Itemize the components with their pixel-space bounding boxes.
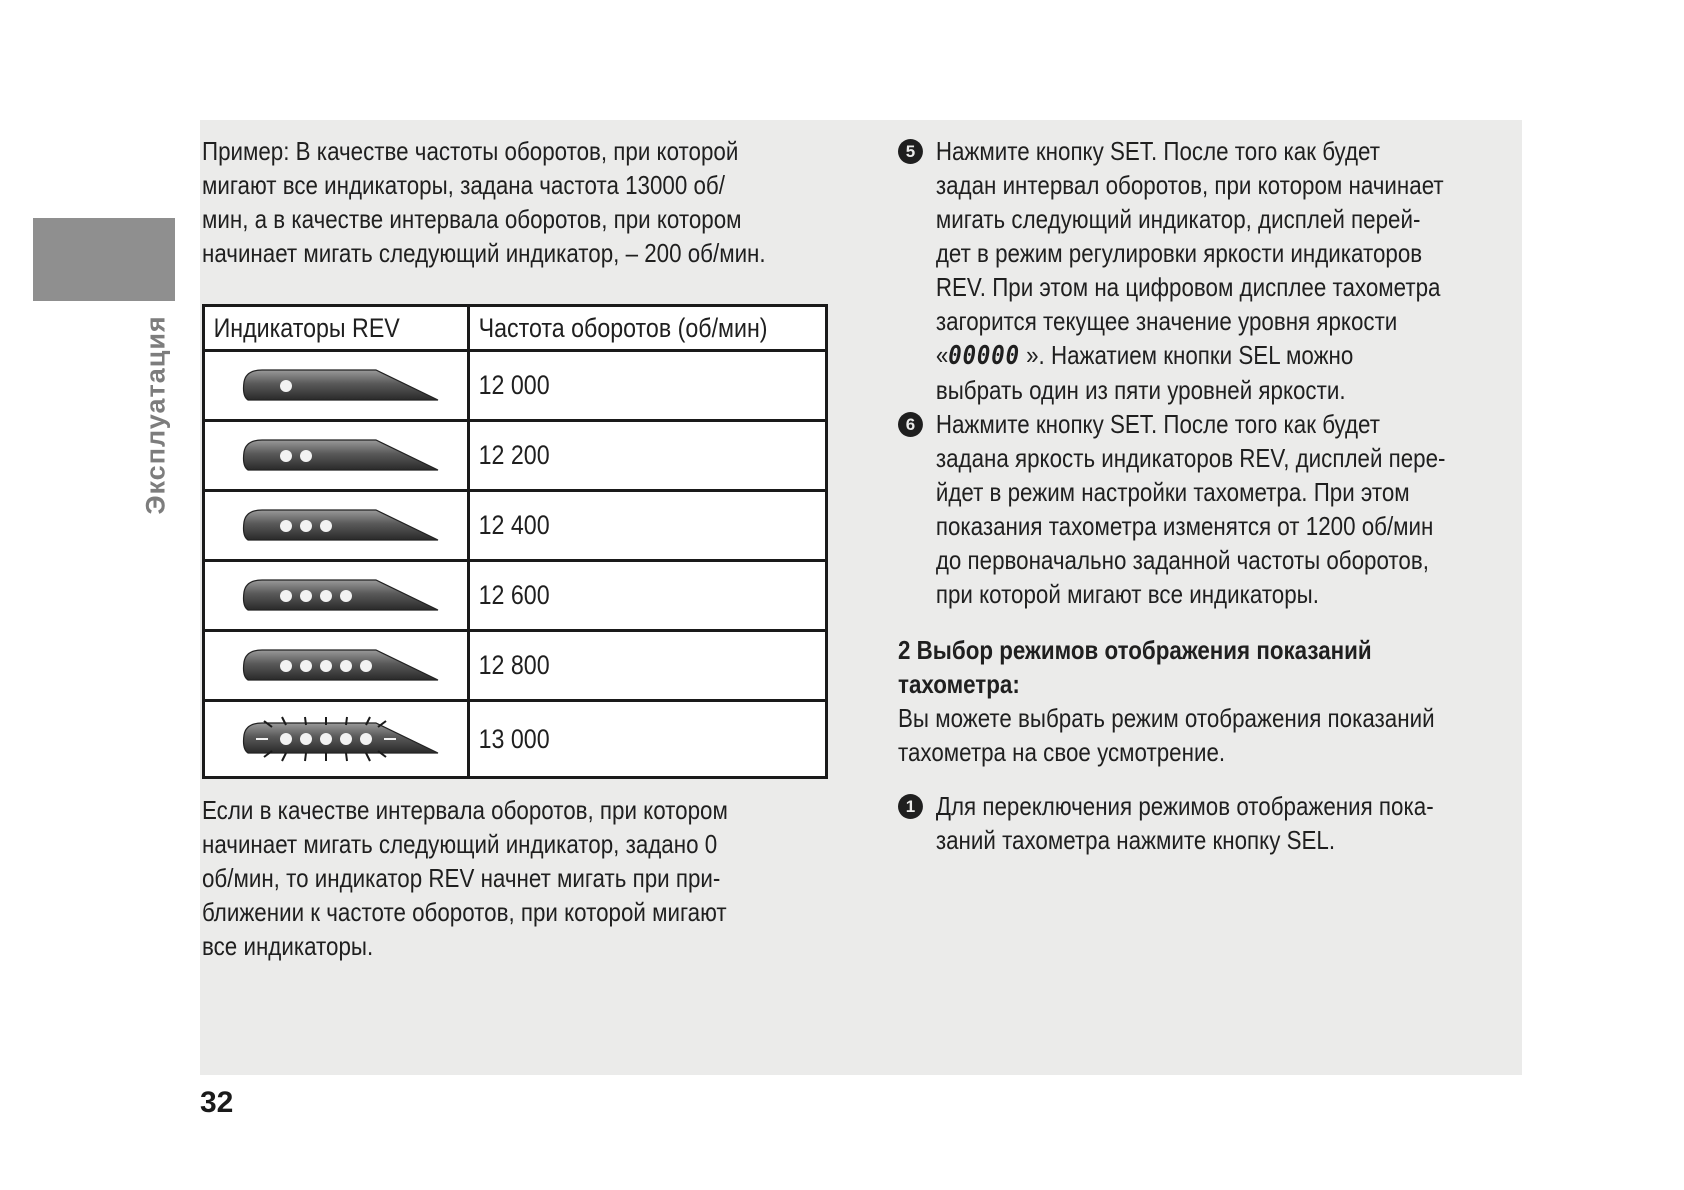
led-lit — [300, 733, 312, 745]
rev-indicator-table — [202, 304, 828, 779]
section-tab — [33, 218, 175, 301]
body-line: Вы можете выбрать режим отображения показаний — [898, 703, 1435, 733]
flash-ray — [366, 753, 370, 761]
led-lit — [300, 590, 312, 602]
step-line: показания тахометра изменятся от 1200 об/мин — [935, 511, 1434, 541]
rev-indicator-cell — [204, 351, 469, 421]
rev-indicator-cell — [204, 491, 469, 561]
section-2-body — [898, 701, 1534, 769]
step-line: при которой мигают все индикаторы. — [935, 579, 1319, 609]
flash-ray — [305, 753, 306, 761]
rev-indicator-graphic — [226, 496, 446, 556]
step-line: Нажмите кнопку SET. После того как будет — [935, 409, 1380, 439]
body-line: тахометра на свое усмотрение. — [898, 737, 1226, 767]
step-6 — [898, 407, 1534, 611]
paragraph-line: все индикаторы. — [202, 931, 374, 961]
led-lit — [340, 733, 352, 745]
rev-indicator-graphic — [226, 636, 446, 696]
heading-line: тахометра: — [898, 669, 1020, 699]
flash-ray — [282, 753, 286, 761]
step-5 — [898, 134, 1534, 407]
led-lit — [320, 660, 332, 672]
rev-indicator-graphic — [226, 709, 446, 769]
table-row — [204, 701, 827, 778]
flash-ray — [305, 717, 306, 725]
flash-ray — [346, 753, 347, 761]
header-rpm: Частота оборотов (об/мин) — [468, 306, 826, 351]
led-lit — [340, 590, 352, 602]
table-row — [204, 421, 827, 491]
led-lit — [280, 590, 292, 602]
rev-indicator-graphic — [226, 566, 446, 626]
rpm-cell: 12 000 — [468, 351, 826, 421]
step-line: загорится текущее значение уровня яркости — [935, 306, 1398, 336]
table-header-row — [204, 306, 827, 351]
intro-line: Пример: В качестве частоты оборотов, при которой — [202, 136, 739, 166]
led-lit — [300, 450, 312, 462]
quote-open: « — [935, 340, 949, 370]
step-line: до первоначально заданной частоты оборотов, — [935, 545, 1429, 575]
rev-indicator-cell — [204, 561, 469, 631]
paragraph-line: Если в качестве интервала оборотов, при котором — [202, 795, 728, 825]
led-lit — [360, 733, 372, 745]
led-lit — [300, 660, 312, 672]
segment-display-value: 00000 — [948, 341, 1020, 371]
step-number-6: 6 — [898, 412, 923, 437]
table-row — [204, 561, 827, 631]
step-line: мигать следующий индикатор, дисплей перей- — [935, 204, 1421, 234]
section-label: Эксплуатация — [140, 315, 171, 515]
led-lit — [280, 520, 292, 532]
table-row — [204, 491, 827, 561]
table-row — [204, 631, 827, 701]
rev-indicator-cell — [204, 701, 469, 778]
intro-paragraph — [202, 134, 804, 270]
led-lit — [320, 733, 332, 745]
rpm-cell: 12 800 — [468, 631, 826, 701]
step-line: дет в режим регулировки яркости индикаторов — [935, 238, 1423, 268]
step-line: выбрать один из пяти уровней яркости. — [935, 375, 1346, 405]
step-line: задан интервал оборотов, при котором начинает — [935, 170, 1444, 200]
intro-line: мигают все индикаторы, задана частота 13000 об/ — [202, 170, 725, 200]
right-column — [898, 134, 1534, 857]
led-lit — [280, 733, 292, 745]
rpm-cell: 12 600 — [468, 561, 826, 631]
step-number-5: 5 — [898, 139, 923, 164]
step-line: йдет в режим настройки тахометра. При этом — [935, 477, 1410, 507]
step-line: REV. При этом на цифровом дисплее тахометра — [935, 272, 1441, 302]
led-lit — [280, 380, 292, 392]
rpm-cell: 13 000 — [468, 701, 826, 778]
step-line-with-display — [936, 338, 1535, 373]
table-row — [204, 351, 827, 421]
page-number: 32 — [200, 1086, 234, 1119]
step-1 — [898, 789, 1534, 857]
step-line: Нажмите кнопку SET. После того как будет — [935, 136, 1380, 166]
led-lit — [280, 660, 292, 672]
step-number-1: 1 — [898, 794, 923, 819]
rev-indicator-graphic — [226, 356, 446, 416]
intro-line: начинает мигать следующий индикатор, – 200 об/мин. — [202, 238, 766, 268]
led-lit — [320, 520, 332, 532]
rpm-cell: 12 200 — [468, 421, 826, 491]
rpm-cell: 12 400 — [468, 491, 826, 561]
heading-line: 2 Выбор режимов отображения показаний — [898, 635, 1372, 665]
indicator-housing — [243, 440, 438, 470]
flash-ray — [346, 717, 347, 725]
led-lit — [320, 590, 332, 602]
zero-interval-paragraph — [202, 793, 804, 963]
led-lit — [360, 660, 372, 672]
rev-indicator-cell — [204, 631, 469, 701]
led-lit — [280, 450, 292, 462]
intro-line: мин, а в качестве интервала оборотов, при котором — [202, 204, 742, 234]
indicator-housing — [243, 370, 438, 400]
paragraph-line: начинает мигать следующий индикатор, задано 0 — [202, 829, 718, 859]
rev-indicator-cell — [204, 421, 469, 491]
step-line-tail: ». Нажатием кнопки SEL можно — [1019, 340, 1354, 370]
led-lit — [300, 520, 312, 532]
step-line: заний тахометра нажмите кнопку SEL. — [935, 825, 1336, 855]
step-line: задана яркость индикаторов REV, дисплей пере- — [935, 443, 1446, 473]
rev-indicator-graphic — [226, 426, 446, 486]
paragraph-line: ближении к частоте оборотов, при которой мигают — [202, 897, 727, 927]
paragraph-line: об/мин, то индикатор REV начнет мигать при при- — [202, 863, 721, 893]
step-line: Для переключения режимов отображения пока- — [935, 791, 1434, 821]
indicator-housing — [243, 510, 438, 540]
led-lit — [340, 660, 352, 672]
section-2-heading — [898, 633, 1534, 701]
header-indicators: Индикаторы REV — [204, 306, 469, 351]
